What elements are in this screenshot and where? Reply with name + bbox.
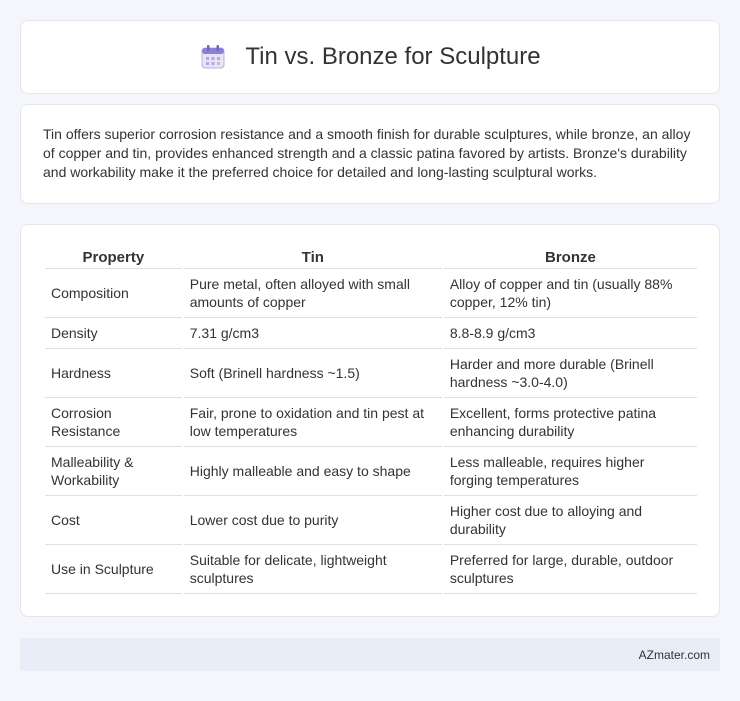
footer-brand-link[interactable]: AZmater.com <box>638 647 710 662</box>
header-tin: Tin <box>184 239 442 269</box>
cell-bronze: Excellent, forms protective patina enhancing durability <box>444 398 697 447</box>
title-wrap <box>199 43 540 71</box>
cell-property: Malleability & Workability <box>45 447 182 496</box>
cell-bronze: Preferred for large, durable, outdoor sculptures <box>444 545 697 594</box>
cell-property: Cost <box>45 496 182 545</box>
summary-card <box>20 104 720 204</box>
cell-tin: 7.31 g/cm3 <box>184 318 442 349</box>
footer <box>20 638 720 671</box>
table-row <box>45 496 697 545</box>
cell-tin: Lower cost due to purity <box>184 496 442 545</box>
cell-tin: Fair, prone to oxidation and tin pest at low temperatures <box>184 398 442 447</box>
calendar-icon <box>199 43 227 71</box>
cell-property: Composition <box>45 269 182 318</box>
cell-tin: Suitable for delicate, lightweight sculptures <box>184 545 442 594</box>
header-bronze: Bronze <box>444 239 697 269</box>
table-row <box>45 318 697 349</box>
cell-bronze: 8.8-8.9 g/cm3 <box>444 318 697 349</box>
table-row <box>45 545 697 594</box>
table-row <box>45 447 697 496</box>
cell-property: Hardness <box>45 349 182 398</box>
page-title: Tin vs. Bronze for Sculpture <box>245 43 541 70</box>
table-row <box>45 269 697 318</box>
cell-property: Density <box>45 318 182 349</box>
table-row <box>45 349 697 398</box>
table-row <box>45 398 697 447</box>
comparison-table-card <box>20 224 720 617</box>
cell-property: Use in Sculpture <box>45 545 182 594</box>
title-card <box>20 20 720 94</box>
header-property: Property <box>45 239 182 269</box>
cell-bronze: Harder and more durable (Brinell hardness ~3.0-4.0) <box>444 349 697 398</box>
comparison-table <box>43 239 699 594</box>
cell-bronze: Higher cost due to alloying and durability <box>444 496 697 545</box>
cell-bronze: Alloy of copper and tin (usually 88% copper, 12% tin) <box>444 269 697 318</box>
summary-text: Tin offers superior corrosion resistance and a smooth finish for durable sculptures, while bronze, an alloy of copper and tin, provides enhanced strength and a classic patina favored by artists. Bronze's durability and workability make it the preferred choice for detailed and long-lasting sculptural works. <box>43 126 691 180</box>
cell-bronze: Less malleable, requires higher forging temperatures <box>444 447 697 496</box>
cell-property: Corrosion Resistance <box>45 398 182 447</box>
table-header-row <box>45 239 697 269</box>
cell-tin: Highly malleable and easy to shape <box>184 447 442 496</box>
cell-tin: Soft (Brinell hardness ~1.5) <box>184 349 442 398</box>
cell-tin: Pure metal, often alloyed with small amounts of copper <box>184 269 442 318</box>
